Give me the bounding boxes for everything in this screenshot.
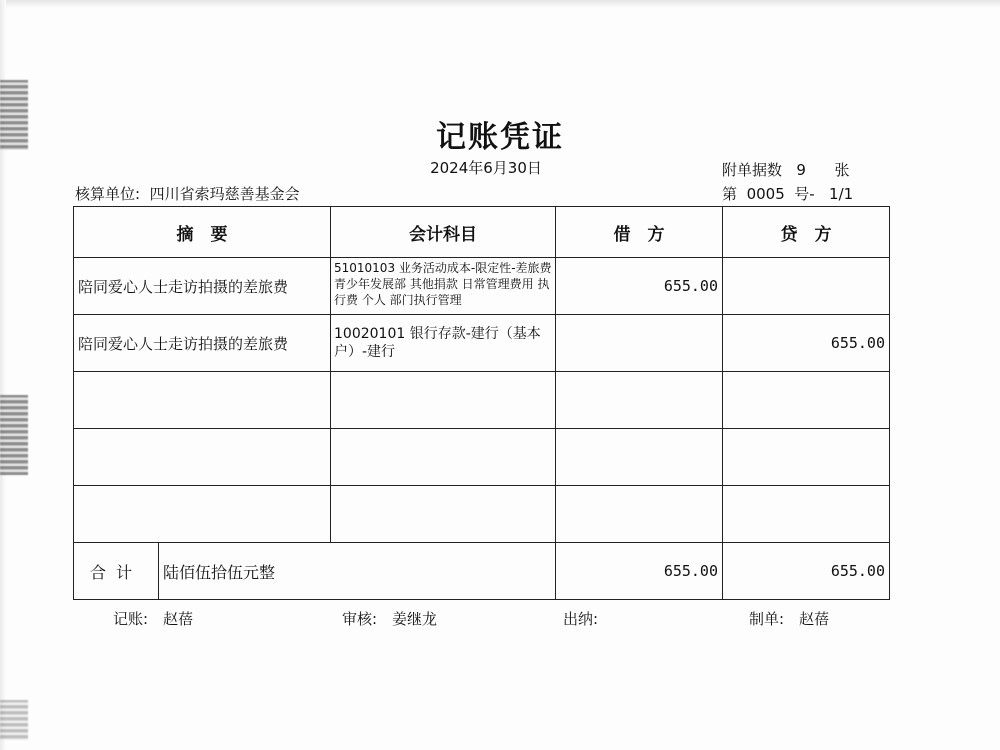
unit-name: 四川省索玛慈善基金会 (149, 185, 300, 203)
entry-account: 51010103 业务活动成本-限定性-差旅费 青少年发展部 其他捐款 日常管理费用 执行费 个人 部门执行管理 (331, 258, 556, 315)
table-row (74, 315, 890, 372)
table-row (74, 258, 890, 315)
signature-reviewer: 审核: 姜继龙 (342, 610, 438, 628)
entry-credit: 655.00 (723, 315, 890, 372)
signature-preparer: 制单: 赵蓓 (749, 610, 830, 628)
header-summary: 摘 要 (74, 207, 331, 258)
empty-row (74, 372, 890, 429)
scan-edge-top (0, 0, 1000, 8)
total-debit: 655.00 (556, 543, 723, 600)
attachment-unit: 张 (834, 161, 850, 179)
entry-account: 10020101 银行存款-建行（基本户）-建行 (331, 315, 556, 372)
accounting-unit (75, 183, 300, 204)
entry-credit (723, 258, 890, 315)
voucher-number (722, 183, 853, 204)
total-credit: 655.00 (723, 543, 890, 600)
entry-debit: 655.00 (556, 258, 723, 315)
voucher-date: 2024年6月30日 (430, 159, 542, 177)
header-credit: 贷 方 (723, 207, 890, 258)
scan-artifact (0, 395, 28, 475)
entry-summary: 陪同爱心人士走访拍摄的差旅费 (74, 315, 331, 372)
voucher-page: 1/1 (829, 185, 854, 203)
entry-debit (556, 315, 723, 372)
attachment-info (722, 159, 850, 180)
total-row (74, 543, 890, 600)
voucher-prefix: 第 (722, 185, 738, 203)
scan-artifact (0, 700, 28, 740)
empty-row (74, 429, 890, 486)
voucher-number-value: 0005 (746, 185, 785, 203)
attachment-label: 附单据数 (722, 161, 783, 179)
page-title: 记账凭证 (436, 120, 564, 155)
total-label: 合计 (74, 543, 159, 600)
entry-summary: 陪同爱心人士走访拍摄的差旅费 (74, 258, 331, 315)
signature-cashier: 出纳: (563, 610, 599, 628)
unit-label: 核算单位: (75, 185, 141, 203)
signature-bookkeeper: 记账: 赵蓓 (113, 610, 194, 628)
header-account: 会计科目 (331, 207, 556, 258)
voucher-suffix: 号- (794, 185, 815, 203)
attachment-count: 9 (796, 161, 806, 179)
total-amount-words: 陆佰伍拾伍元整 (159, 543, 556, 600)
voucher-table (73, 206, 890, 600)
header-debit: 借 方 (556, 207, 723, 258)
table-header-row (74, 207, 890, 258)
empty-row (74, 486, 890, 543)
